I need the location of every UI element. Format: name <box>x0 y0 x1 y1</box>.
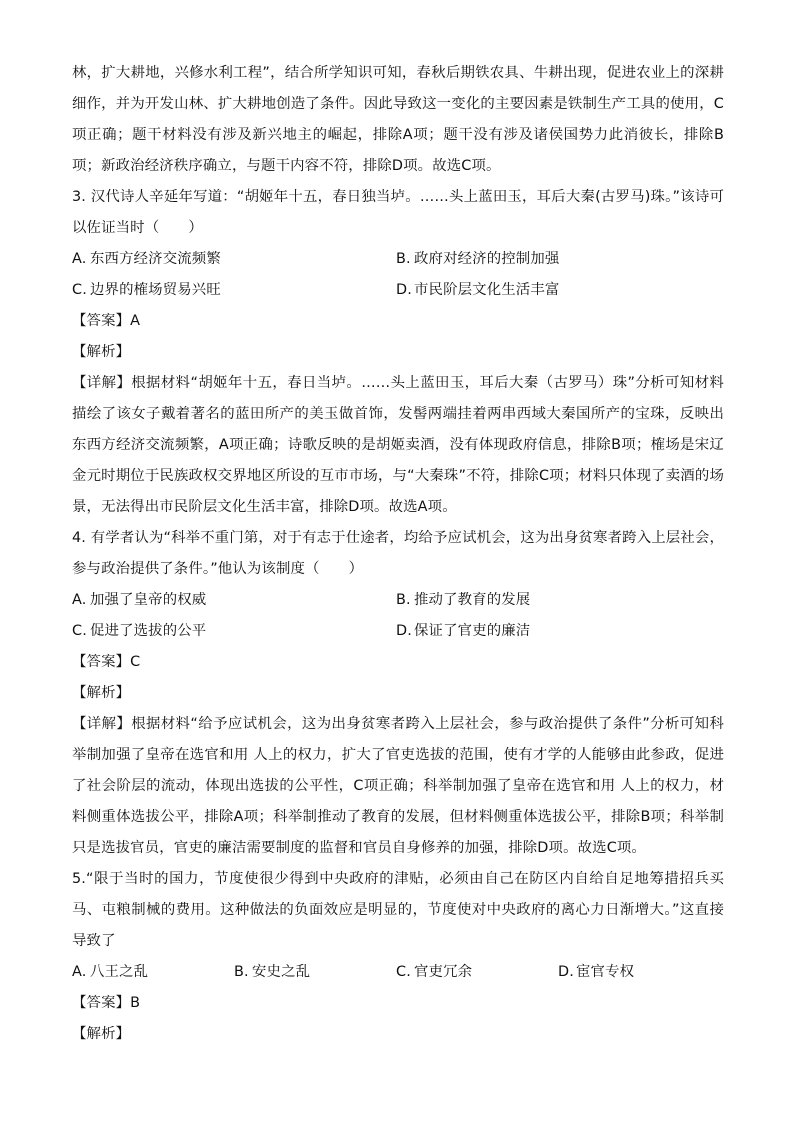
q4-option-d: D. 保证了官吏的廉洁 <box>396 623 531 639</box>
q5-stem: 5.“限于当时的国力，节度使很少得到中央政府的津贴，必须由自己在防区内自给自足地筹措招兵买马、屯粮制械的费用。这种做法的负面效应是明显的，节度使对中央政府的离心力日渐增大。”这直接导致了 <box>72 871 724 949</box>
q4-answer <box>72 647 724 678</box>
q3-analysis-label <box>72 337 724 368</box>
detail-text: 根据材料“胡姬年十五，春日当垆。……头上蓝田玉，耳后大秦（古罗马）珠”分析可知材料描绘了该女子戴着著名的蓝田所产的美玉做首饰，发髻两端挂着两串西域大秦国所产的宝珠，反映出东西方经济交流频繁，A项正确；诗歌反映的是胡姬卖酒，没有体现政府信息，排除B项；榷场是宋辽金元时期位于民族政权交界地区所设的互市市场，与“大秦珠”不符，排除C项；材料只体现了卖酒的场景，无法得出市民阶层文化生活丰富，排除D项。故选A项。 <box>72 375 724 515</box>
q5-options <box>72 957 724 988</box>
analysis-tag: 【解析】 <box>72 685 131 701</box>
q4-analysis-label <box>72 678 724 709</box>
answer-value: A <box>130 313 141 329</box>
q4-stem: 4. 有学者认为“科举不重门第，对于有志于仕途者，均给予应试机会，这为出身贫寒者跨入上层社会，参与政治提供了条件。”他认为该制度（ ） <box>72 530 724 577</box>
detail-tag: 【详解】 <box>72 375 132 391</box>
q4-option-a: A. 加强了皇帝的权威 <box>72 592 207 608</box>
detail-text: 根据材料“给予应试机会，这为出身贫寒者跨入上层社会，参与政治提供了条件”分析可知科举制加强了皇帝在选官和用 人上的权力，扩大了官吏选拔的范围，使有才学的人能够由此参政，促进了社会阶层的流动，体现出选拔的公平性，C项正确；科举制加强了皇帝在选官和用 人上的权力，材料侧重体选拔公平，排除A项；科举制推动了教育的发展，但材料侧重体选拔公平，排除B项；科举制只是选拔官员，官吏的廉洁需要制度的监督和官员自身修养的加强，排除D项。故选C项。 <box>72 716 724 856</box>
detail-tag: 【详解】 <box>72 716 132 732</box>
analysis-tag: 【解析】 <box>72 344 131 360</box>
q3-detail <box>72 368 724 523</box>
q3-stem: 3. 汉代诗人辛延年写道：“胡姬年十五，春日独当垆。……头上蓝田玉，耳后大秦(古罗马)珠。”该诗可以佐证当时（ ） <box>72 189 724 236</box>
q5-option-d: D. 宦官专权 <box>558 964 635 980</box>
document-page <box>72 58 724 1050</box>
q4-option-c: C. 促进了选拔的公平 <box>72 623 207 639</box>
q4-detail <box>72 709 724 864</box>
q2-analysis-continued: 林，扩大耕地，兴修水利工程”，结合所学知识可知，春秋后期铁农具、牛耕出现，促进农业上的深耕细作，并为开发山林、扩大耕地创造了条件。因此导致这一变化的主要因素是铁制生产工具的使用，C项正确；题干材料没有涉及新兴地主的崛起，排除A项；题干没有涉及诸侯国势力此消彼长，排除B项；新政治经济秩序确立，与题干内容不符，排除D项。故选C项。 <box>72 65 724 174</box>
answer-tag: 【答案】 <box>72 654 131 670</box>
q5-answer <box>72 988 724 1019</box>
q4-option-b: B. 推动了教育的发展 <box>396 592 531 608</box>
q3-option-c: C. 边界的榷场贸易兴旺 <box>72 282 221 298</box>
answer-tag: 【答案】 <box>72 313 131 329</box>
analysis-tag: 【解析】 <box>72 1026 131 1042</box>
q3-options <box>72 244 724 306</box>
q3-option-d: D. 市民阶层文化生活丰富 <box>396 282 560 298</box>
q5-option-c: C. 官吏冗余 <box>396 964 473 980</box>
q5-option-a: A. 八王之乱 <box>72 964 149 980</box>
q3-option-b: B. 政府对经济的控制加强 <box>396 251 560 267</box>
q5-analysis-label <box>72 1019 724 1050</box>
answer-value: B <box>130 995 141 1011</box>
q3-answer <box>72 306 724 337</box>
answer-tag: 【答案】 <box>72 995 131 1011</box>
q5-option-b: B. 安史之乱 <box>234 964 311 980</box>
q3-option-a: A. 东西方经济交流频繁 <box>72 251 221 267</box>
answer-value: C <box>130 654 141 670</box>
q4-options <box>72 585 724 647</box>
